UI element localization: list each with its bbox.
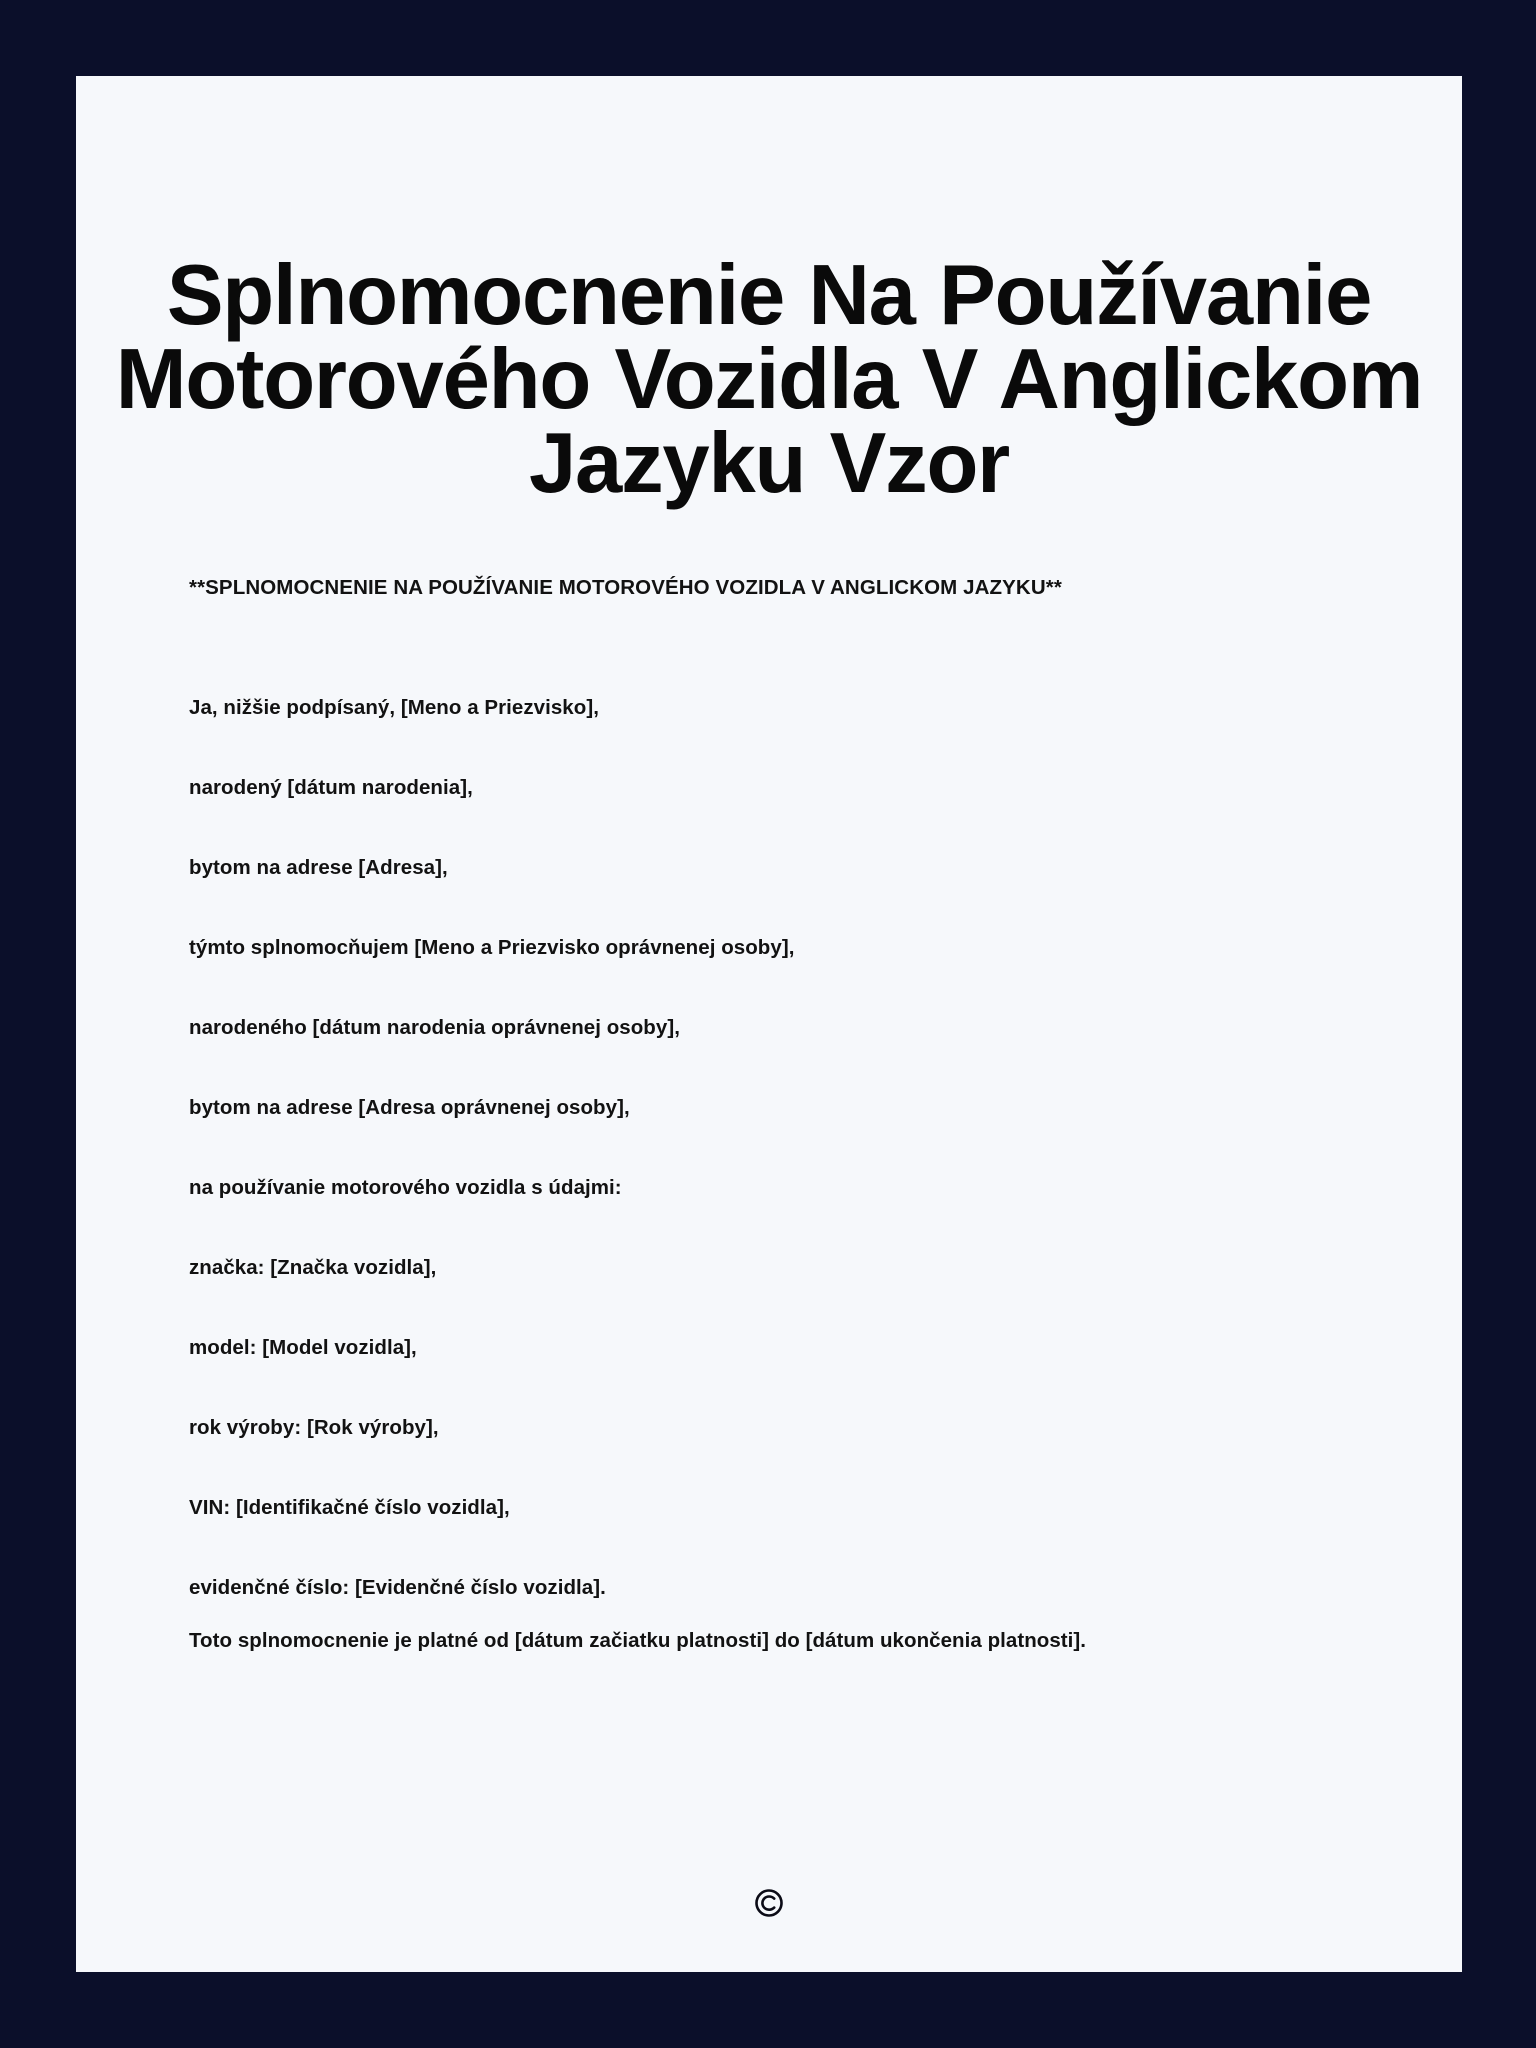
paragraph-vehicle-vin: VIN: [Identifikačné číslo vozidla], — [189, 1496, 510, 1520]
paragraph-vehicle-model: model: [Model vozidla], — [189, 1336, 417, 1360]
paragraph-authorize-address: bytom na adrese [Adresa oprávnenej osoby], — [189, 1096, 630, 1120]
paragraph-vehicle-year: rok výroby: [Rok výroby], — [189, 1416, 439, 1440]
paragraph-authorize-name: týmto splnomocňujem [Meno a Priezvisko oprávnenej osoby], — [189, 936, 795, 960]
spacer — [189, 1200, 1256, 1256]
paragraph-declarant-address: bytom na adrese [Adresa], — [189, 856, 448, 880]
paragraph-declarant-birthdate: narodený [dátum narodenia], — [189, 776, 473, 800]
copyright-icon — [754, 1888, 784, 1918]
paragraph-vehicle-registration: evidenčné číslo: [Evidenčné číslo vozidla]. — [189, 1576, 606, 1600]
spacer — [189, 800, 1256, 856]
document-body-heading: **SPLNOMOCNENIE NA POUŽÍVANIE MOTOROVÉHO VOZIDLA V ANGLICKOM JAZYKU** — [189, 576, 1062, 600]
spacer — [189, 720, 1256, 776]
paragraph-vehicle-brand: značka: [Značka vozidla], — [189, 1256, 437, 1280]
spacer — [189, 1040, 1256, 1096]
paragraph-validity-period: Toto splnomocnenie je platné od [dátum začiatku platnosti] do [dátum ukončenia platnosti]. — [189, 1629, 1087, 1653]
document-body — [76, 576, 1256, 1653]
spacer — [189, 960, 1256, 1016]
spacer — [189, 1280, 1256, 1336]
document-page — [76, 76, 1462, 1972]
spacer — [189, 880, 1256, 936]
spacer — [189, 1600, 1256, 1629]
document-footer — [76, 1888, 1462, 1918]
spacer — [189, 1520, 1256, 1576]
spacer — [189, 1360, 1256, 1416]
page-title: Splnomocnenie Na Používanie Motorového Vozidla V Anglickom Jazyku Vzor — [115, 248, 1423, 512]
spacer — [189, 600, 1256, 696]
spacer — [189, 1120, 1256, 1176]
paragraph-declarant-name: Ja, nižšie podpísaný, [Meno a Priezvisko], — [189, 696, 599, 720]
paragraph-vehicle-intro: na používanie motorového vozidla s údajmi: — [189, 1176, 622, 1200]
spacer — [189, 1440, 1256, 1496]
paragraph-authorize-birthdate: narodeného [dátum narodenia oprávnenej osoby], — [189, 1016, 680, 1040]
